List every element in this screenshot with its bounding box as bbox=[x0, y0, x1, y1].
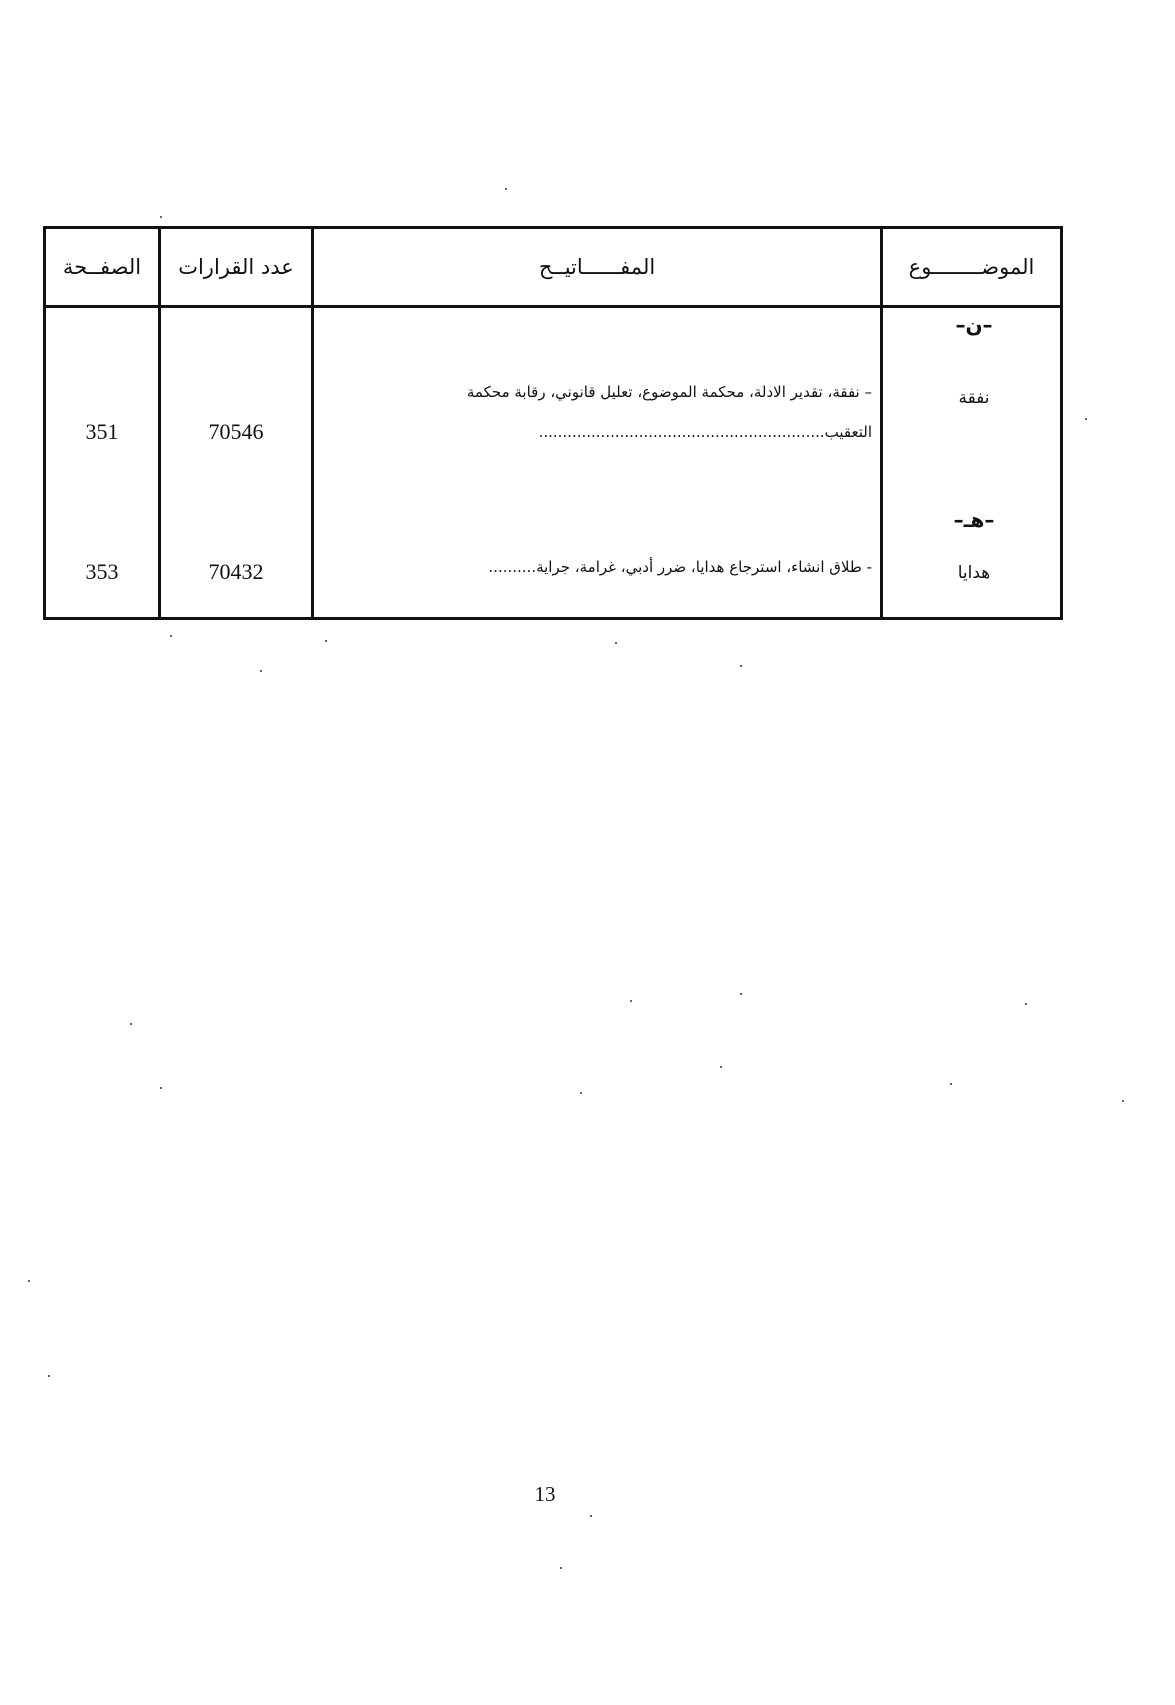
header-decisions-count: عدد القرارات bbox=[178, 255, 294, 279]
scan-speck bbox=[590, 1515, 592, 1517]
scan-speck bbox=[1085, 418, 1087, 420]
scan-speck bbox=[160, 216, 162, 218]
page-cell: 353 bbox=[85, 559, 119, 584]
keywords-line: التعقيب............................................................ bbox=[538, 423, 872, 441]
scan-speck bbox=[130, 1023, 132, 1025]
scan-speck bbox=[950, 1083, 952, 1085]
scan-speck bbox=[260, 670, 262, 672]
keywords-cell bbox=[324, 372, 872, 452]
scan-speck bbox=[48, 1375, 50, 1377]
scan-speck bbox=[615, 642, 617, 644]
section-letter: –ن– bbox=[955, 313, 993, 337]
index-table bbox=[43, 226, 1063, 620]
scan-speck bbox=[740, 993, 742, 995]
scan-speck bbox=[325, 640, 327, 642]
scan-speck bbox=[160, 1087, 162, 1089]
page-cell: 351 bbox=[85, 419, 119, 444]
scan-speck bbox=[630, 1000, 632, 1002]
scan-speck bbox=[28, 1280, 30, 1282]
section-letter: –هـ– bbox=[953, 508, 995, 532]
scan-speck bbox=[560, 1567, 562, 1569]
header-keywords: المفــــــاتيــح bbox=[538, 255, 656, 279]
header-page: الصفــحة bbox=[62, 255, 142, 279]
keywords-cell bbox=[324, 547, 872, 587]
keywords-line: - طلاق انشاء، استرجاع هدايا، ضرر أدبي، غرامة، جراية.......... bbox=[488, 558, 872, 576]
scan-speck bbox=[1025, 1003, 1027, 1005]
decision-number: 70546 bbox=[208, 419, 264, 444]
scan-speck bbox=[170, 635, 172, 637]
scan-speck bbox=[505, 188, 507, 190]
page-number: 13 bbox=[534, 1482, 556, 1506]
scan-speck bbox=[1122, 1100, 1124, 1102]
header-subject: الموضــــــــوع bbox=[908, 255, 1035, 279]
keywords-line: – نفقة، تقدير الادلة، محكمة الموضوع، تعليل قانوني، رقابة محكمة bbox=[466, 383, 872, 401]
header-separator bbox=[46, 305, 1060, 308]
scan-speck bbox=[740, 665, 742, 667]
subject-cell: هدايا bbox=[957, 563, 991, 583]
subject-cell: نفقة bbox=[958, 388, 990, 408]
scan-speck bbox=[580, 1092, 582, 1094]
decision-number: 70432 bbox=[208, 559, 264, 584]
scan-speck bbox=[720, 1066, 722, 1068]
